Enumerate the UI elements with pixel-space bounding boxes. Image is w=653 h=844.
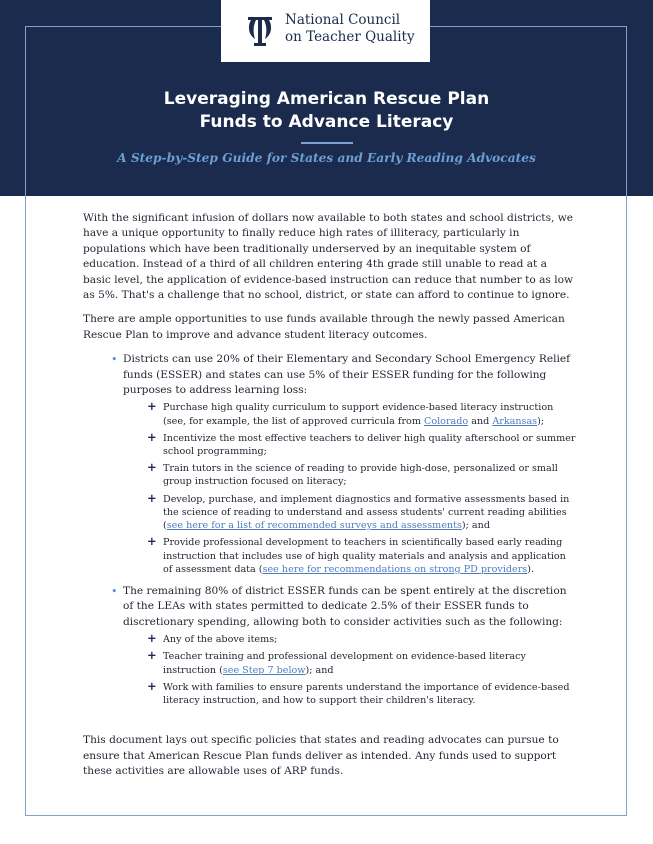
- sublist-item-any-above: [123, 633, 577, 646]
- discretionary-sublist: [123, 633, 577, 707]
- plus-icon: +: [147, 429, 157, 444]
- item-text: Teacher training and professional development on evidence-based literacy instruction (: [163, 651, 526, 676]
- learning-loss-sublist: [123, 401, 577, 575]
- item-text-end: ).: [527, 563, 535, 575]
- main-content: [83, 211, 577, 788]
- round-bullet-icon: •: [111, 353, 118, 367]
- org-name-line1: National Council: [285, 12, 401, 28]
- page-title: [0, 88, 653, 134]
- item-text-end: ); and: [305, 664, 334, 676]
- sublist-item-tutors: [123, 462, 577, 488]
- item-text-mid: and: [468, 415, 493, 427]
- plus-icon: +: [147, 490, 157, 505]
- colorado-link[interactable]: Colorado: [423, 415, 469, 427]
- item-text: Provide professional development to teachers in scientifically based early reading instruction that includes use of high quality materials and analysis and application of assessment data (: [163, 537, 566, 575]
- item-text: Any of the above items;: [163, 634, 278, 646]
- bullet1-text: Districts can use 20% of their Elementary and Secondary School Emergency Relief funds (ESSER) and states can use 5% of their ESSER funding for the following purposes to address learning loss:: [123, 353, 571, 397]
- title-line1: Leveraging American Rescue Plan: [163, 89, 490, 109]
- org-name: [285, 12, 415, 46]
- item-text: Purchase high quality curriculum to support evidence-based literacy instruction (see, for example, the list of approved curricula from: [163, 402, 554, 427]
- plus-icon: +: [147, 631, 157, 646]
- title-divider: [301, 142, 353, 144]
- sublist-item-curriculum: [123, 401, 577, 427]
- plus-icon: +: [147, 399, 157, 414]
- item-text-end: ); and: [461, 520, 490, 532]
- list-item-esser-80: [83, 584, 577, 707]
- sublist-item-incentivize: [123, 429, 577, 458]
- item-text: Train tutors in the science of reading to provide high-dose, personalized or small group instruction focused on literacy;: [163, 463, 558, 488]
- round-bullet-icon: •: [111, 584, 118, 598]
- closing-paragraph: This document lays out specific policies that states and reading advocates can pursue to ensure that American Rescue Plan funds deliver as intended. Any funds used to support these activities are allowable uses of ARP funds.: [83, 734, 559, 777]
- page-subtitle: A Step-by-Step Guide for States and Early Reading Advocates: [117, 151, 536, 165]
- plus-icon: +: [147, 460, 157, 475]
- item-text: Work with families to ensure parents understand the importance of evidence-based literacy instruction, and how to support their children's literacy.: [163, 681, 570, 706]
- intro-paragraph: With the significant infusion of dollars now available to both states and school districts, we have a unique opportunity to finally reduce high rates of illiteracy, particularly in populations which have been traditionally underserved by an inequitable system of education. Instead of a third of all children entering 4th grade still unable to read at a basic level, the application of evidence-based instruction can reduce that number to as low as 5%. That's a challenge that no school, district, or state can afford to continue to ignore.: [83, 212, 574, 302]
- opportunities-paragraph: There are ample opportunities to use funds available through the newly passed American Rescue Plan to improve and advance student literacy outcomes.: [83, 313, 565, 341]
- funding-list: [83, 352, 577, 707]
- sublist-item-pd: [123, 536, 577, 576]
- sublist-item-assessments: [123, 490, 577, 533]
- item-text-end: );: [537, 415, 545, 427]
- assessments-link[interactable]: see here for a list of recommended surveys and assessments: [166, 520, 462, 532]
- list-item-esser-20: [83, 352, 577, 576]
- pd-providers-link[interactable]: see here for recommendations on strong PD providers: [262, 563, 528, 575]
- plus-icon: +: [147, 648, 157, 663]
- sublist-item-teacher-training: [123, 650, 577, 676]
- bullet2-text: The remaining 80% of district ESSER funds can be spent entirely at the discretion of the LEAs with states permitted to dedicate 2.5% of their ESSER funds to discretionary spending, allowing both to consider activities such as the following:: [123, 584, 567, 628]
- plus-icon: +: [147, 534, 157, 549]
- title-line2: Funds to Advance Literacy: [199, 112, 454, 132]
- arkansas-link[interactable]: Arkansas: [492, 415, 538, 427]
- plus-icon: +: [147, 678, 157, 693]
- step-7-link[interactable]: see Step 7 below: [222, 664, 306, 676]
- logo: [221, 0, 430, 62]
- org-name-line2: on Teacher Quality: [285, 29, 415, 45]
- nctq-logo-icon: [245, 13, 275, 49]
- sublist-item-families: [123, 678, 577, 707]
- item-text: Incentivize the most effective teachers to deliver high quality afterschool or summer school programming;: [163, 432, 576, 458]
- item-text: Develop, purchase, and implement diagnostics and formative assessments based in the science of reading to understand and assess students' current reading abilities (: [163, 493, 570, 532]
